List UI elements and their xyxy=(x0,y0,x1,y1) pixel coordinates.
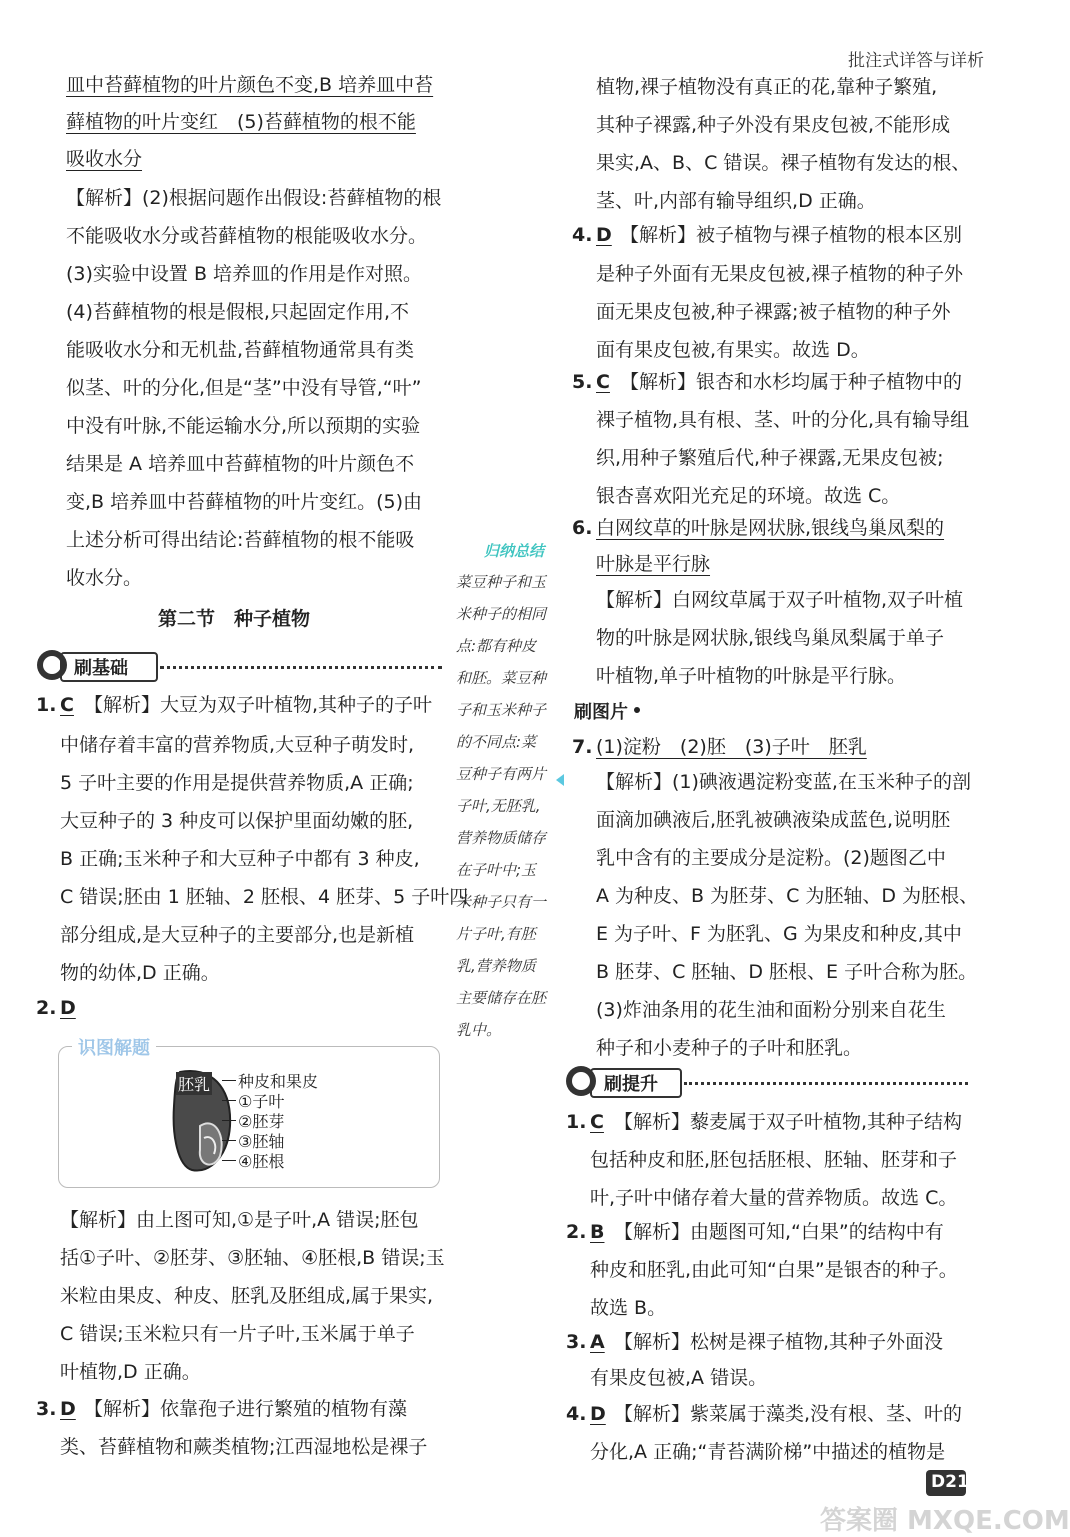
text-line: 面有果皮包被,有果实。故选 D。 xyxy=(596,339,870,361)
answer-letter: D xyxy=(60,997,76,1019)
text-line: 织,用种子繁殖后代,种子裸露,无果皮包被; xyxy=(596,447,944,469)
text-line: 括①子叶、②胚芽、③胚轴、④胚根,B 错误;玉 xyxy=(60,1247,445,1269)
answer-line: 吸收水分 xyxy=(66,148,143,170)
text-line: 不能吸收水分或苔藓植物的根能吸收水分。 xyxy=(66,225,428,247)
page-header-title: 批注式详答与详析 xyxy=(848,51,984,71)
answer-line: 白网纹草的叶脉是网状脉,银线鸟巢凤梨的 xyxy=(596,517,945,539)
question-number: 2. xyxy=(36,997,57,1019)
question-number: 4. xyxy=(572,224,593,246)
text-line: 叶,子叶中储存着大量的营养物质。故选 C。 xyxy=(590,1187,958,1209)
text-line: 叶植物,单子叶植物的叶脉是平行脉。 xyxy=(596,665,907,687)
text-line: 物的幼体,D 正确。 xyxy=(60,962,220,984)
text-line: 结果是 A 培养皿中苔藓植物的叶片颜色不 xyxy=(66,453,415,475)
sidebar-line: 子和玉米种子 xyxy=(456,701,547,719)
dotted-rule xyxy=(684,1082,968,1085)
figure-label: ③胚轴 xyxy=(238,1132,285,1151)
question-number: 1. xyxy=(566,1111,587,1133)
text-line: 其种子裸露,种子外没有果皮包被,不能形成 xyxy=(596,114,951,136)
text-line: 【解析】由题图可知,“白果”的结构中有 xyxy=(614,1221,944,1243)
badge-label: 刷基础 xyxy=(74,658,128,679)
answer-letter: D xyxy=(60,1398,76,1420)
text-line: 5 子叶主要的作用是提供营养物质,A 正确; xyxy=(60,772,414,794)
embryo-region xyxy=(200,1123,222,1164)
text-line: 收水分。 xyxy=(66,567,143,589)
sidebar-line: 米种子只有一 xyxy=(456,893,547,911)
sidebar-line: 的不同点:菜 xyxy=(456,733,537,751)
page-number: D21 xyxy=(931,1472,969,1492)
text-line: 中储存着丰富的营养物质,大豆种子萌发时, xyxy=(60,734,415,756)
text-line: 变,B 培养皿中苔藓植物的叶片变红。(5)由 xyxy=(66,491,423,513)
text-line: 植物,裸子植物没有真正的花,靠种子繁殖, xyxy=(596,76,938,98)
text-line: C 错误;胚由 1 胚轴、2 胚根、4 胚芽、5 子叶四 xyxy=(60,886,469,908)
text-line: 果实,A、B、C 错误。裸子植物有发达的根、 xyxy=(596,152,971,174)
text-line: 能吸收水分和无机盐,苔藓植物通常具有类 xyxy=(66,339,415,361)
dotted-rule xyxy=(160,666,442,669)
question-number: 6. xyxy=(572,517,593,539)
text-line: 【解析】白网纹草属于双子叶植物,双子叶植 xyxy=(596,589,964,611)
badge-label: 刷图片 xyxy=(574,702,628,723)
text-line: 分化,A 正确;“青苔满阶梯”中描述的植物是 xyxy=(590,1441,946,1463)
figure-label: ①子叶 xyxy=(238,1092,285,1111)
text-line: 【解析】被子植物与裸子植物的根本区别 xyxy=(620,224,963,246)
text-line: 物的叶脉是网状脉,银线鸟巢凤梨属于单子 xyxy=(596,627,945,649)
text-line: B 正确;玉米种子和大豆种子中都有 3 种皮, xyxy=(60,848,420,870)
text-line: 叶植物,D 正确。 xyxy=(60,1361,201,1383)
text-line: 茎、叶,内部有输导组织,D 正确。 xyxy=(596,190,876,212)
text-line: (3)实验中设置 B 培养皿的作用是作对照。 xyxy=(66,263,423,285)
figure-label: 胚乳 xyxy=(176,1072,212,1095)
answer-letter: D xyxy=(590,1403,606,1425)
answer-letter: C xyxy=(60,694,74,716)
text-line: 面无果皮包被,种子裸露;被子植物的种子外 xyxy=(596,301,951,323)
answer-letter: B xyxy=(590,1221,605,1243)
text-line: E 为子叶、F 为胚乳、G 为果皮和种皮,其中 xyxy=(596,923,962,945)
text-line: 米粒由果皮、种皮、胚乳及胚组成,属于果实, xyxy=(60,1285,434,1307)
text-line: 故选 B。 xyxy=(590,1297,667,1319)
answer-letter: C xyxy=(596,371,610,393)
text-line: 【解析】由上图可知,①是子叶,A 错误;胚包 xyxy=(60,1209,419,1231)
sidebar-line: 米种子的相同 xyxy=(456,605,547,623)
text-line: 【解析】紫菜属于藻类,没有根、茎、叶的 xyxy=(614,1403,963,1425)
text-line: C 错误;玉米粒只有一片子叶,玉米属于单子 xyxy=(60,1323,415,1345)
text-line: 部分组成,是大豆种子的主要部分,也是新植 xyxy=(60,924,415,946)
sidebar-line: 菜豆种子和玉 xyxy=(456,573,547,591)
text-line: 有果皮包被,A 错误。 xyxy=(590,1367,768,1389)
text-line: 【解析】藜麦属于双子叶植物,其种子结构 xyxy=(614,1111,963,1133)
text-line: 中没有叶脉,不能运输水分,所以预期的实验 xyxy=(66,415,421,437)
answer-letter: D xyxy=(596,224,612,246)
question-number: 3. xyxy=(36,1398,57,1420)
text-line: (4)苔藓植物的根是假根,只起固定作用,不 xyxy=(66,301,409,323)
question-number: 3. xyxy=(566,1331,587,1353)
question-number: 1. xyxy=(36,694,57,716)
text-line: 【解析】依靠孢子进行繁殖的植物有藻 xyxy=(84,1398,408,1420)
answer-line: 藓植物的叶片变红 (5)苔藓植物的根不能 xyxy=(66,111,416,133)
question-number: 7. xyxy=(572,736,593,758)
badge-label: 刷提升 xyxy=(604,1074,658,1095)
sidebar-title: 归纳总结 xyxy=(484,542,545,560)
text-line: 种皮和胚乳,由此可知“白果”是银杏的种子。 xyxy=(590,1259,958,1281)
sidebar-line: 乳中。 xyxy=(456,1021,502,1039)
text-line: 类、苔藓植物和蕨类植物;江西湿地松是裸子 xyxy=(60,1436,428,1458)
text-line: 上述分析可得出结论:苔藓植物的根不能吸 xyxy=(66,529,415,551)
text-line: 种子和小麦种子的子叶和胚乳。 xyxy=(596,1037,863,1059)
watermark: 答案圈 MXQE.COM xyxy=(820,1506,1070,1536)
section-title: 第二节 种子植物 xyxy=(158,608,311,630)
sidebar-line: 和胚。菜豆种 xyxy=(456,669,547,687)
figure-label: ②胚芽 xyxy=(238,1112,285,1131)
sidebar-line: 在子叶中;玉 xyxy=(456,861,537,879)
text-line: 乳中含有的主要成分是淀粉。(2)题图乙中 xyxy=(596,847,946,869)
text-line: A 为种皮、B 为胚芽、C 为胚轴、D 为胚根、 xyxy=(596,885,979,907)
text-line: B 胚芽、C 胚轴、D 胚根、E 子叶合称为胚。 xyxy=(596,961,978,983)
text-line: 银杏喜欢阳光充足的环境。故选 C。 xyxy=(596,485,901,507)
figure-title: 识图解题 xyxy=(72,1034,156,1060)
sidebar-line: 主要储存在胚 xyxy=(456,989,547,1007)
answer-line: 叶脉是平行脉 xyxy=(596,553,711,575)
text-line: 包括种皮和胚,胚包括胚根、胚轴、胚芽和子 xyxy=(590,1149,958,1171)
text-line: 【解析】银杏和水杉均属于种子植物中的 xyxy=(620,371,963,393)
sidebar-line: 点:都有种皮 xyxy=(456,637,537,655)
text-line: 似茎、叶的分化,但是“茎”中没有导管,“叶” xyxy=(66,377,422,399)
question-number: 4. xyxy=(566,1403,587,1425)
figure-label: 种皮和果皮 xyxy=(238,1072,319,1091)
answer-line: 皿中苔藓植物的叶片颜色不变,B 培养皿中苔 xyxy=(66,74,434,96)
sidebar-line: 豆种子有两片 xyxy=(456,765,547,783)
text-line: 大豆种子的 3 种皮可以保护里面幼嫩的胚, xyxy=(60,810,414,832)
question-number: 2. xyxy=(566,1221,587,1243)
sidebar-line: 片子叶,有胚 xyxy=(456,925,536,943)
sidebar-line: 营养物质储存 xyxy=(456,829,547,847)
text-line: 面滴加碘液后,胚乳被碘液染成蓝色,说明胚 xyxy=(596,809,951,831)
answer-letter: A xyxy=(590,1331,605,1353)
sidebar-line: 乳,营养物质 xyxy=(456,957,536,975)
triangle-pointer-icon xyxy=(556,774,564,786)
text-line: (3)炸油条用的花生油和面粉分别来自花生 xyxy=(596,999,946,1021)
question-number: 5. xyxy=(572,371,593,393)
text-line: 【解析】(1)碘液遇淀粉变蓝,在玉米种子的剖 xyxy=(596,771,971,793)
answer-letter: C xyxy=(590,1111,604,1133)
bullet-dot xyxy=(634,707,640,713)
text-line: 【解析】(2)根据问题作出假设:苔藓植物的根 xyxy=(66,187,442,209)
text-line: 【解析】大豆为双子叶植物,其种子的子叶 xyxy=(84,694,433,716)
text-line: 是种子外面有无果皮包被,裸子植物的种子外 xyxy=(596,263,964,285)
answer-line: (1)淀粉 (2)胚 (3)子叶 胚乳 xyxy=(596,736,867,758)
text-line: 【解析】松树是裸子植物,其种子外面没 xyxy=(614,1331,944,1353)
sidebar-line: 子叶,无胚乳, xyxy=(456,797,541,815)
figure-label: ④胚根 xyxy=(238,1152,285,1171)
text-line: 裸子植物,具有根、茎、叶的分化,具有输导组 xyxy=(596,409,970,431)
